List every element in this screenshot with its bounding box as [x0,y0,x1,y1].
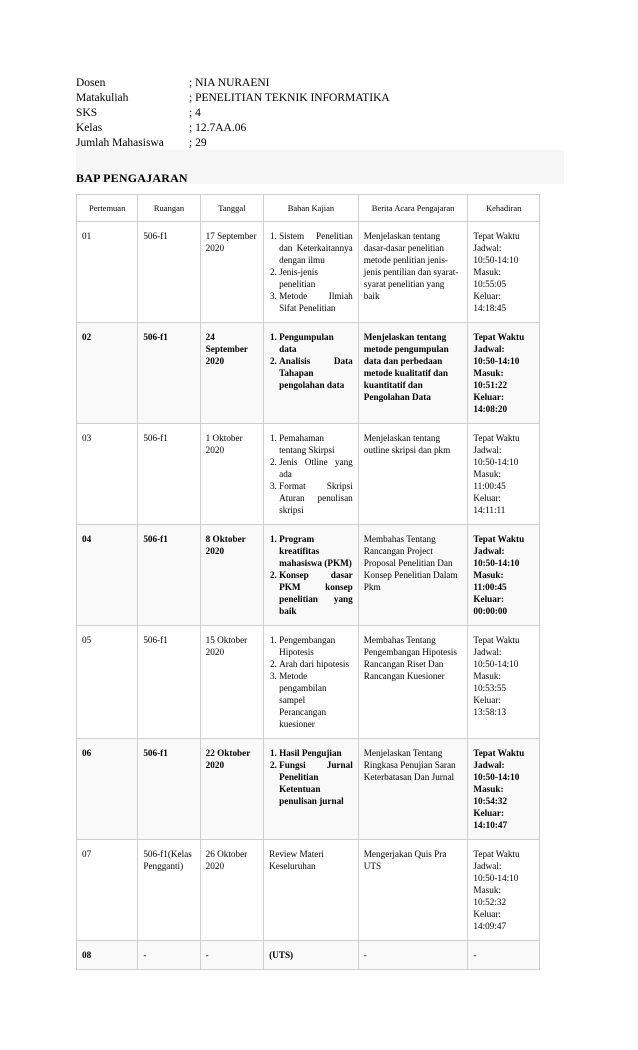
bahan-item: 1. Hasil Pengujian [279,747,353,759]
bahan-item: 2. Analisis Data Tahapan pengolahan data [279,355,353,391]
cell-tanggal: 15 Oktober 2020 [201,626,264,739]
cell-ruangan: - [138,941,200,970]
cell-ruangan: 506-f1 [138,525,200,626]
kehadiran-line: 14:11:11 [473,505,506,515]
info-value: ; 4 [189,106,201,121]
cell-ruangan: 506-f1(Kelas Pengganti) [138,840,200,941]
kehadiran-line: Keluar: [473,909,501,919]
kehadiran-line: 10:50-14:10 [473,873,519,883]
cell-kehadiran [468,739,540,840]
cell-tanggal: - [201,941,264,970]
header-tanggal: Tanggal [201,194,264,222]
kehadiran-line: 10:52:32 [473,897,507,907]
cell-kehadiran [468,525,540,626]
kehadiran-line: Tepat Waktu [473,433,520,443]
cell-kehadiran [468,941,540,970]
cell-pertemuan: 04 [76,525,138,626]
kehadiran-line: 11:00:45 [473,481,506,491]
kehadiran-line: - [473,950,477,960]
kehadiran-line: Keluar: [473,695,501,705]
info-label: Kelas [76,122,103,134]
bahan-item: 1. Pengumpulan data [279,331,353,355]
cell-ruangan: 506-f1 [138,323,200,424]
table-row [76,941,540,970]
info-value: ; NIA NURAENI [189,76,270,91]
cell-berita-acara: Membahas Tentang Pengembangan Hipotesis Rancangan Riset Dan Rancangan Kuesioner [359,626,469,739]
kehadiran-line: Jadwal: [473,546,505,556]
table-row [76,525,540,626]
kehadiran-line: Keluar: [473,493,501,503]
cell-tanggal: 22 Oktober 2020 [201,739,264,840]
kehadiran-line: Jadwal: [473,243,502,253]
table-header-row [76,194,540,222]
kehadiran-line: 10:50-14:10 [473,659,519,669]
kehadiran-line: Tepat Waktu [473,332,525,342]
kehadiran-line: 10:54:32 [473,796,508,806]
cell-ruangan: 506-f1 [138,626,200,739]
cell-tanggal: 24 September 2020 [201,323,264,424]
info-value: ; 29 [189,136,207,151]
header-kehadiran: Kehadiran [468,194,540,222]
kehadiran-line: Jadwal: [473,861,502,871]
info-row-kelas [76,121,390,136]
info-row-sks [76,106,390,121]
cell-bahan-kajian [264,222,359,323]
kehadiran-line: Masuk: [473,784,504,794]
info-row-matakuliah [76,91,390,106]
cell-bahan-kajian [264,323,359,424]
header-pertemuan: Pertemuan [76,194,138,222]
kehadiran-line: 14:18:45 [473,303,507,313]
kehadiran-line: 14:09:47 [473,921,507,931]
cell-berita-acara: Menjelaskan Tentang Ringkasa Penujian Saran Keterbatasan Dan Jurnal [359,739,469,840]
cell-pertemuan: 06 [76,739,138,840]
kehadiran-line: 10:50-14:10 [473,356,520,366]
kehadiran-line: Masuk: [473,885,501,895]
cell-tanggal: 26 Oktober 2020 [201,840,264,941]
kehadiran-line: 10:50-14:10 [473,457,519,467]
info-label: Dosen [76,77,106,89]
cell-kehadiran [468,840,540,941]
cell-berita-acara: Menjelaskan tentang outline skripsi dan pkm [359,424,469,525]
kehadiran-line: 10:53:55 [473,683,507,693]
cell-berita-acara: Menjelaskan tentang dasar-dasar penelitian metode penlitian jenis-jenis pentilian dan syarat-syarat penelitian yang baik [359,222,469,323]
kehadiran-line: Tepat Waktu [473,748,525,758]
info-value: ; PENELITIAN TEKNIK INFORMATIKA [189,91,390,106]
kehadiran-line: 00:00:00 [473,606,508,616]
bahan-item: 2. Jenis Otline yang ada [279,456,353,480]
cell-pertemuan: 02 [76,323,138,424]
cell-ruangan: 506-f1 [138,739,200,840]
kehadiran-line: Tepat Waktu [473,231,520,241]
bahan-item: 3. Format Skripsi Aturan penulisan skripsi [279,480,353,516]
kehadiran-line: Masuk: [473,469,501,479]
kehadiran-line: 14:10:47 [473,820,508,830]
bahan-item: 1. Pengembangan Hipotesis [279,634,353,658]
cell-berita-acara: Mengerjakan Quis Pra UTS [359,840,469,941]
bahan-item: 2. Arah dari hipotesis [279,658,353,670]
cell-pertemuan: 01 [76,222,138,323]
cell-tanggal: 8 Oktober 2020 [201,525,264,626]
table-row [76,840,540,941]
cell-ruangan: 506-f1 [138,424,200,525]
bahan-item: 1. Sistem Penelitian dan Keterkaitannya dengan ilmu [279,230,353,266]
cell-tanggal: 17 September 2020 [201,222,264,323]
cell-pertemuan: 03 [76,424,138,525]
kehadiran-line: 14:08:20 [473,404,508,414]
bahan-item: 3. Metode Ilmiah Sifat Penelitian [279,290,353,314]
table-row [76,323,540,424]
table-row [76,222,540,323]
bahan-item: 2. Konsep dasar PKM konsep penelitian yang baik [279,569,353,617]
kehadiran-line: Jadwal: [473,760,505,770]
info-row-dosen [76,76,390,91]
cell-pertemuan: 05 [76,626,138,739]
kehadiran-line: 10:50-14:10 [473,255,519,265]
table-row [76,626,540,739]
cell-bahan-kajian [264,424,359,525]
kehadiran-line: 10:55:05 [473,279,507,289]
header-ruangan: Ruangan [138,194,200,222]
kehadiran-line: Keluar: [473,291,501,301]
bap-table [76,194,540,970]
kehadiran-line: 10:51:22 [473,380,508,390]
cell-pertemuan: 08 [76,941,138,970]
kehadiran-line: Tepat Waktu [473,635,520,645]
cell-kehadiran [468,222,540,323]
info-row-jumlah-mahasiswa [76,136,390,151]
cell-ruangan: 506-f1 [138,222,200,323]
kehadiran-line: Jadwal: [473,647,502,657]
bahan-item: 2. Fungsi Jurnal Penelitian Ketentuan penulisan jurnal [279,759,353,807]
kehadiran-line: Keluar: [473,808,505,818]
bahan-item: 3. Metode pengambilan sampel Perancangan kuesioner [279,670,353,730]
table-row [76,739,540,840]
kehadiran-line: Jadwal: [473,344,505,354]
table-row [76,424,540,525]
info-label: SKS [76,107,98,119]
kehadiran-line: Tepat Waktu [473,534,525,544]
cell-berita-acara: Menjelaskan tentang metode pengumpulan data dan perbedaan metode kualitatif dan kuantitatif dan Pengolahan Data [359,323,469,424]
kehadiran-line: Masuk: [473,570,504,580]
cell-bahan-kajian [264,626,359,739]
bahan-item: 1. Program kreatifitas mahasiswa (PKM) [279,533,353,569]
cell-berita-acara: - [359,941,469,970]
kehadiran-line: 10:50-14:10 [473,558,520,568]
cell-kehadiran [468,323,540,424]
cell-bahan-kajian: Review Materi Keseluruhan [264,840,359,941]
kehadiran-line: Jadwal: [473,445,502,455]
kehadiran-line: Keluar: [473,392,505,402]
kehadiran-line: Masuk: [473,368,504,378]
cell-tanggal: 1 Oktober 2020 [201,424,264,525]
header-bahan-kajian: Bahan Kajian [264,194,359,222]
header-berita-acara: Berita Acara Pengajaran [359,194,469,222]
bahan-item: 2. Jenis-jenis penelitian [279,266,353,290]
course-info [76,76,390,151]
cell-kehadiran [468,626,540,739]
bahan-item: 1. Pemahaman tentang Skirpsi [279,432,353,456]
info-label: Jumlah Mahasiswa [76,137,164,149]
kehadiran-line: 13:58:13 [473,707,507,717]
kehadiran-line: Keluar: [473,594,505,604]
kehadiran-line: 11:00:45 [473,582,507,592]
kehadiran-line: Masuk: [473,267,501,277]
cell-bahan-kajian [264,525,359,626]
cell-bahan-kajian [264,739,359,840]
kehadiran-line: 10:50-14:10 [473,772,520,782]
cell-pertemuan: 07 [76,840,138,941]
cell-berita-acara: Membahas Tentang Rancangan Project Proposal Penelitian Dan Konsep Penelitian Dalam Pkm [359,525,469,626]
cell-bahan-kajian: (UTS) [264,941,359,970]
info-value: ; 12.7AA.06 [189,121,246,136]
info-label: Matakuliah [76,92,129,104]
section-title: BAP PENGAJARAN [76,171,188,185]
cell-kehadiran [468,424,540,525]
kehadiran-line: Masuk: [473,671,501,681]
kehadiran-line: Tepat Waktu [473,849,520,859]
